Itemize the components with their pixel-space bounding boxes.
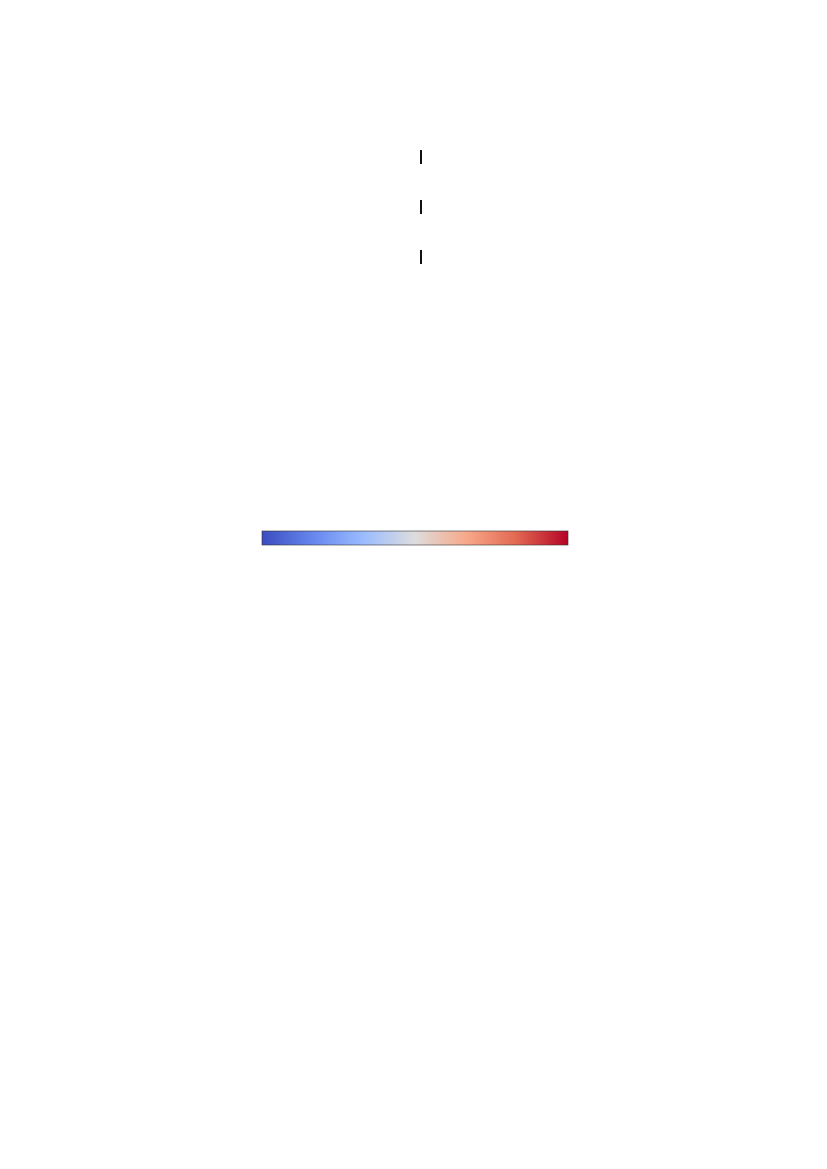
subsection-heading — [100, 477, 103, 493]
gravity-label-5 — [420, 200, 432, 214]
deformed-cylinder-images — [328, 142, 398, 277]
figure-6 — [0, 0, 827, 320]
gravity-label-1 — [420, 150, 432, 164]
colorbar — [262, 531, 568, 545]
figure-7-heatmaps — [0, 520, 827, 770]
colorbar-gradient — [262, 531, 568, 545]
gravity-label-10 — [420, 250, 432, 264]
